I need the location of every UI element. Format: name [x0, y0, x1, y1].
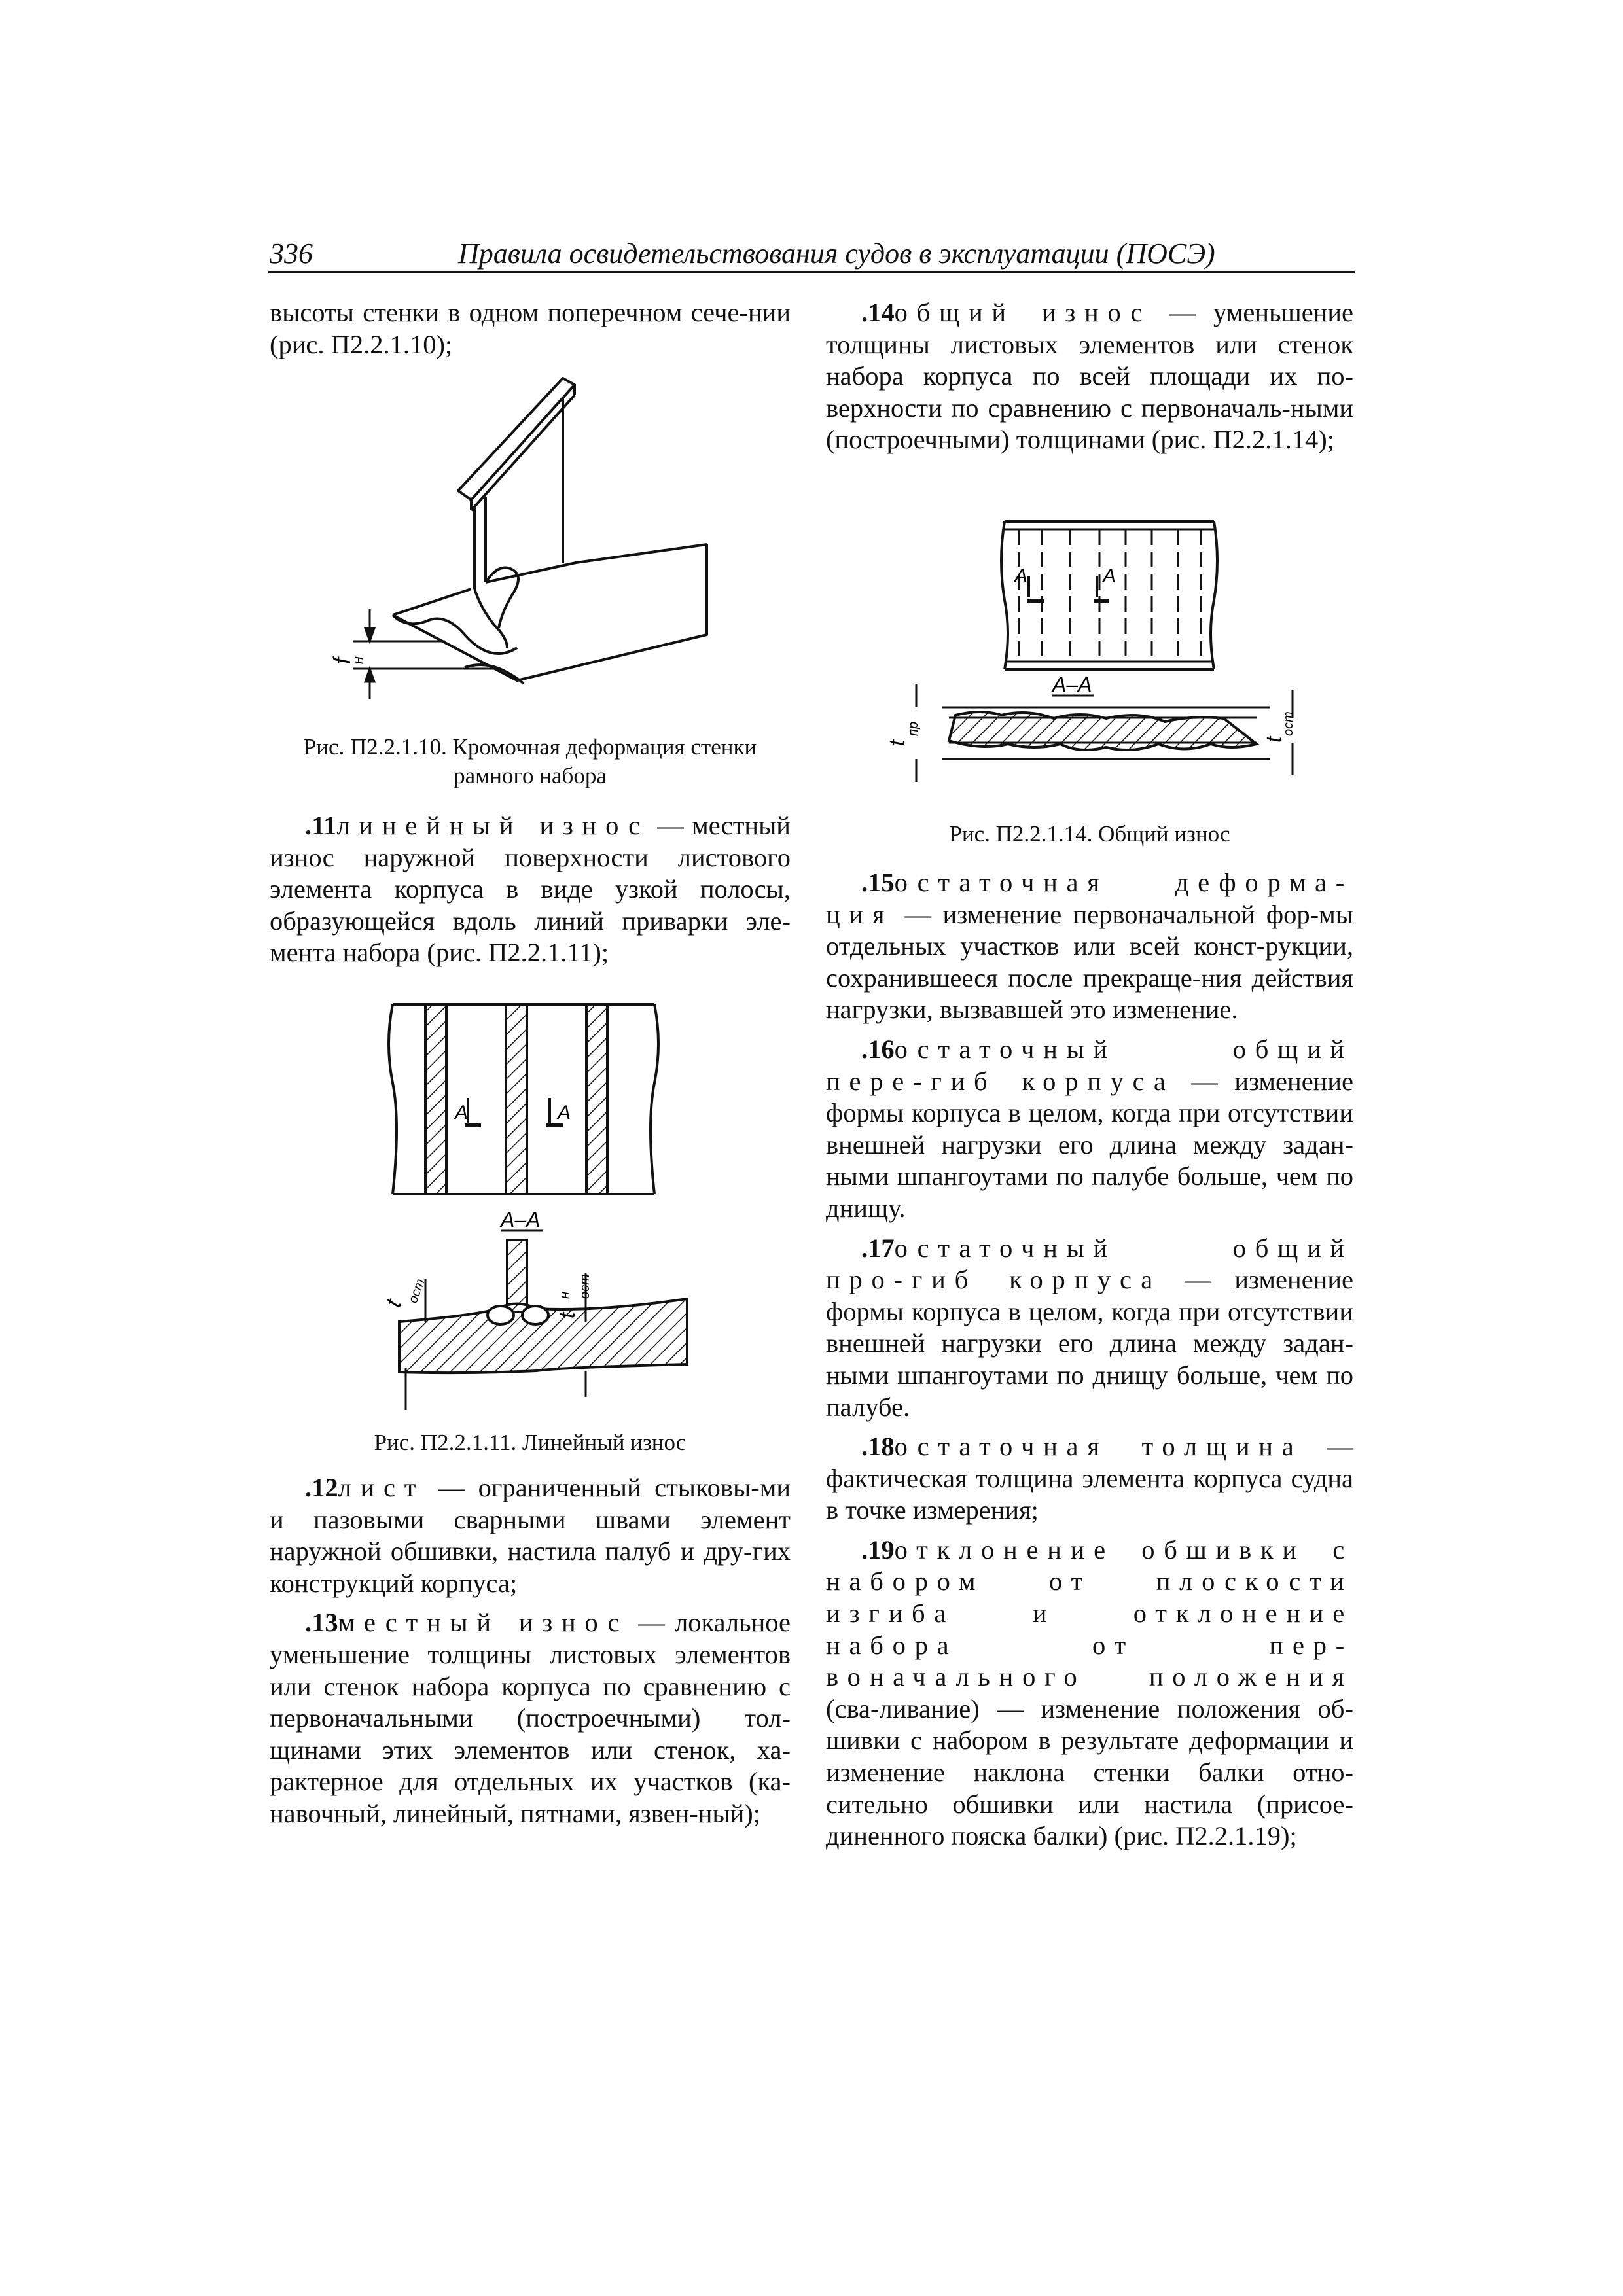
paragraph-15 [826, 867, 1353, 1026]
p16-number: .16 [861, 1034, 895, 1064]
paragraph-17 [826, 1233, 1353, 1424]
header-rule [268, 271, 1355, 273]
fig11-section-label: A–A [501, 1208, 541, 1231]
p12-number: .12 [305, 1473, 338, 1502]
p11-number: .11 [305, 811, 337, 840]
right-column-bottom [826, 867, 1353, 1852]
fig11-sub-ost-left: ост [406, 1277, 428, 1305]
fig11-label-t-left: t [380, 1296, 406, 1311]
p17-number: .17 [861, 1233, 895, 1263]
left-column-bottom [270, 1472, 791, 1830]
paragraph-18 [826, 1431, 1353, 1527]
p18-term: остаточная толщина [894, 1432, 1303, 1462]
p14-term: общий износ [894, 298, 1152, 327]
p18-text: — фактическая толщина элемента корпуса судна в точке измерения; [826, 1432, 1353, 1525]
p13-number: .13 [305, 1608, 338, 1638]
p12-text: — ограниченный стыковы-ми и пазовыми сварными швами элемент наружной обшивки, настила палуб и дру-гих конструкций корпуса; [270, 1473, 791, 1598]
fig14-label-t-left: t [885, 739, 910, 746]
paragraph-19 [826, 1534, 1353, 1852]
p13-text: — локальное уменьшение толщины листовых элементов или стенок набора корпуса по сравнению с первоначальными (построечными) тол-щинами этих элементов или стенок, ха-рактерное для отдельных их участков (ка-навочный, линейный, пятнами, язвен-ный); [270, 1608, 791, 1828]
figure-p2-2-1-10 [329, 373, 707, 700]
page-number: 336 [270, 238, 313, 270]
p19-term: отклонение обшивки с набором от плоскости изгиба и отклонение набора от пер-воначального положения [826, 1534, 1353, 1692]
p15-number: .15 [861, 868, 895, 897]
p19-text: (сва-ливание) — изменение положения об-шивки с набором в результате деформации и изменение наклона стенки балки отно-сительно обшивки или настила (присое-диненного пояска балки) (рис. П2.2.1.19); [826, 1693, 1353, 1851]
p12-term: лист [338, 1473, 425, 1502]
fig14-label-t-right: t [1262, 736, 1287, 743]
figure-10-caption-line1: Рис. П2.2.1.10. Кромочная деформация стенки [303, 734, 757, 760]
fig11-label-A-right: A [558, 1102, 571, 1123]
fig14-sub-ost: ост [1281, 711, 1296, 736]
figure-p2-2-1-14 [885, 514, 1296, 788]
p14-text: — уменьшение толщины листовых элементов или стенок набора корпуса по всей площади их по-верхности по сравнению с первоначаль-ными (построечными) толщинами (рис. П2.2.1.14); [826, 298, 1353, 455]
left-column-top [270, 297, 791, 361]
figure-p2-2-1-11 [380, 991, 694, 1417]
fig11-sub-ost-right: ост [578, 1274, 592, 1299]
figure-10-caption [270, 733, 791, 790]
p11-text: — местный износ наружной поверхности листового элемента корпуса в виде узкой полосы, образующейся вдоль линий приварки эле-мента набора (рис. П2.2.1.11); [270, 811, 791, 968]
p15-text: — изменение первоначальной фор-мы отдельных участков или всей конст-рукции, сохранившееся после прекраще-ния действия нагрузки, вызвавшей это изменение. [826, 899, 1353, 1025]
p17-term: остаточный общий про-гиб корпуса [826, 1233, 1353, 1295]
paragraph-16 [826, 1034, 1353, 1225]
p16-term: остаточный общий пере-гиб корпуса [826, 1034, 1353, 1096]
fig10-label-f: f [329, 657, 355, 664]
fig11-sup-n-right: н [558, 1291, 573, 1299]
fig14-label-A-left: A [1014, 565, 1028, 587]
paragraph-10-end: высоты стенки в одном поперечном сече-нии (рис. П2.2.1.10); [270, 298, 791, 359]
left-column-mid [270, 810, 791, 969]
p18-number: .18 [861, 1432, 895, 1462]
fig14-sub-pr: пр [906, 721, 921, 736]
paragraph-13 [270, 1607, 791, 1829]
paragraph-14 [826, 297, 1353, 456]
p16-text: — изменение формы корпуса в целом, когда при отсутствии внешней нагрузки его длина между задан-ными шпангоутами по палубе больше, чем по днищу. [826, 1066, 1353, 1223]
p13-term: местный износ [338, 1608, 629, 1638]
p17-text: — изменение формы корпуса в целом, когда при отсутствии внешней нагрузки его длина между задан-ными шпангоутами по днищу больше, чем по палубе. [826, 1265, 1353, 1422]
p14-number: .14 [861, 298, 895, 327]
running-header [268, 236, 1355, 272]
fig10-label-sub: н [349, 656, 366, 664]
figure-10-caption-line2: рамного набора [454, 763, 607, 788]
fig14-section-label: A–A [1052, 673, 1092, 696]
paragraph-12 [270, 1472, 791, 1599]
right-column-top [826, 297, 1353, 456]
paragraph-11 [270, 810, 791, 969]
p15-term: остаточная деформа-ция [826, 868, 1353, 929]
figure-11-caption: Рис. П2.2.1.11. Линейный износ [374, 1430, 687, 1455]
figure-14-caption: Рис. П2.2.1.14. Общий износ [949, 821, 1230, 847]
fig11-label-A-left: A [455, 1102, 469, 1123]
fig11-label-t-right: t [555, 1312, 580, 1318]
fig14-label-A-right: A [1103, 565, 1116, 587]
p19-number: .19 [861, 1534, 895, 1564]
running-title: Правила освидетельствования судов в эксплуатации (ПОСЭ) [458, 238, 1215, 270]
p11-term: линейный износ [336, 811, 649, 840]
